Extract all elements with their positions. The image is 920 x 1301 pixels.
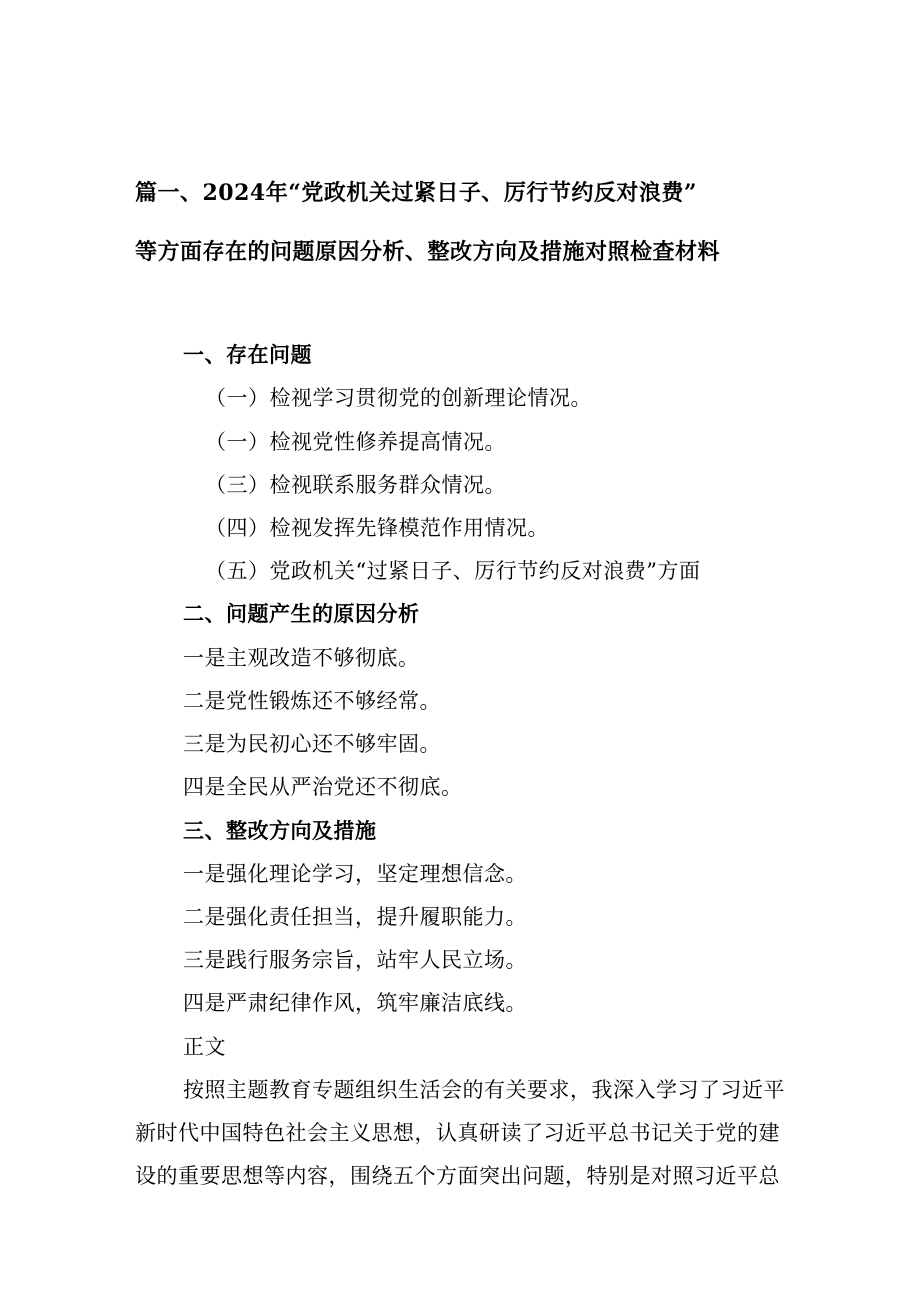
cause-item: 四是全民从严治党还不彻底。 bbox=[183, 775, 463, 799]
problem-item: （一）检视党性修养提高情况。 bbox=[205, 430, 506, 454]
section-heading-measures: 三、整改方向及措施 bbox=[183, 818, 377, 843]
problem-item: （三）检视联系服务群众情况。 bbox=[205, 473, 506, 497]
measure-item: 四是严肃纪律作风，筑牢廉洁底线。 bbox=[183, 991, 527, 1015]
problem-item: （四）检视发挥先锋模范作用情况。 bbox=[205, 516, 549, 540]
document-title-line-1: 篇一、2024年“党政机关过紧日子、厉行节约反对浪费” bbox=[135, 180, 698, 206]
section-heading-causes: 二、问题产生的原因分析 bbox=[183, 601, 420, 626]
measure-item: 三是践行服务宗旨，站牢人民立场。 bbox=[183, 948, 527, 972]
measure-item: 一是强化理论学习，坚定理想信念。 bbox=[183, 862, 527, 886]
cause-item: 二是党性锻炼还不够经常。 bbox=[183, 689, 441, 713]
problem-item: （五）党政机关“过紧日子、厉行节约反对浪费”方面 bbox=[205, 559, 701, 583]
measure-item: 二是强化责任担当，提升履职能力。 bbox=[183, 905, 527, 929]
body-paragraph-line: 新时代中国特色社会主义思想，认真研读了习近平总书记关于党的建 bbox=[135, 1121, 780, 1145]
body-paragraph-line: 设的重要思想等内容，围绕五个方面突出问题，特别是对照习近平总 bbox=[135, 1164, 780, 1188]
cause-item: 一是主观改造不够彻底。 bbox=[183, 646, 420, 670]
document-title-line-2: 等方面存在的问题原因分析、整改方向及措施对照检查材料 bbox=[135, 239, 721, 265]
problem-item: （一）检视学习贯彻党的创新理论情况。 bbox=[205, 386, 592, 410]
body-label: 正文 bbox=[183, 1035, 226, 1059]
body-paragraph-line: 按照主题教育专题组织生活会的有关要求，我深入学习了习近平 bbox=[183, 1078, 785, 1102]
cause-item: 三是为民初心还不够牢固。 bbox=[183, 732, 441, 756]
section-heading-problems: 一、存在问题 bbox=[183, 342, 312, 367]
